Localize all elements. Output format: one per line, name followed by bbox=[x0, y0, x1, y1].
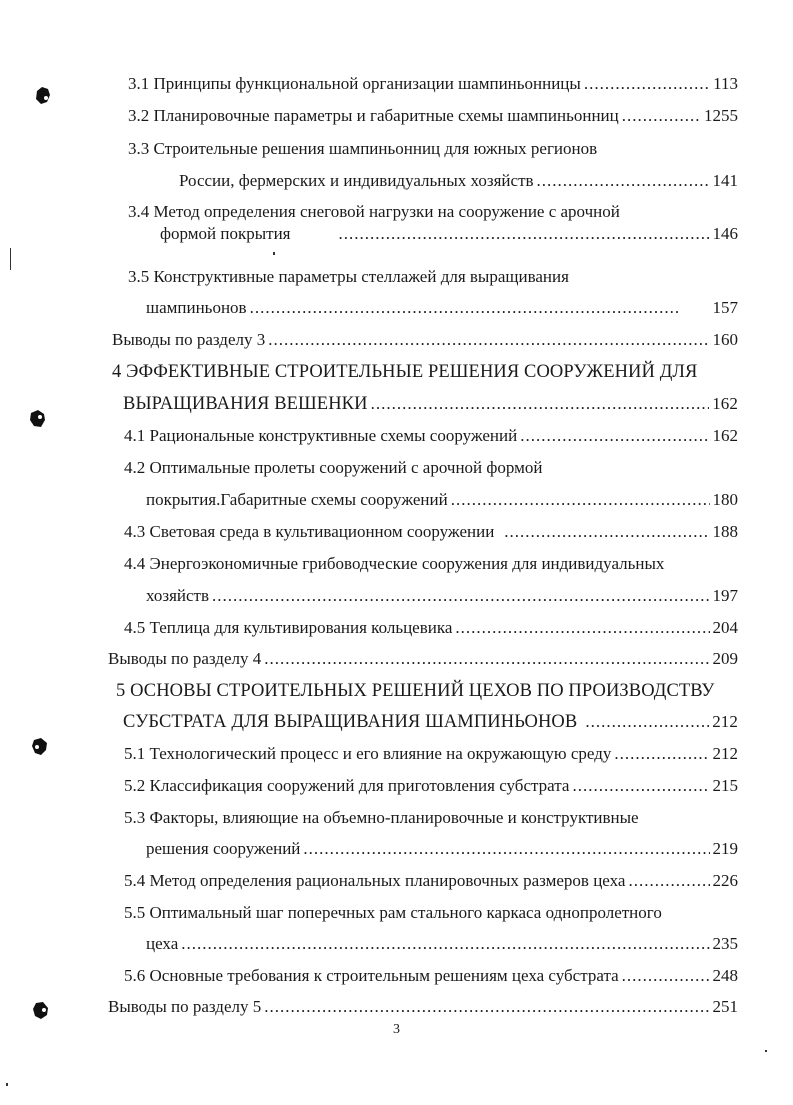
toc-entry-4-4-line2: хозяйств ..... 197 bbox=[146, 581, 738, 611]
scan-speck bbox=[10, 248, 11, 270]
scan-speck bbox=[273, 252, 275, 255]
toc-conclusions-5: Выводы по разделу 5 ..... 251 bbox=[108, 992, 738, 1022]
punch-hole-mark-icon bbox=[33, 85, 53, 107]
toc-entry-4-3: 4.3 Световая среда в культивационном сооружении ..... 188 bbox=[124, 517, 738, 547]
punch-hole-mark-icon bbox=[30, 736, 50, 758]
toc-entry-5-5-line2: цеха ..... 235 bbox=[146, 929, 738, 959]
toc-entry-3-3-line1: 3.3 Строительные решения шампиньонниц для южных регионов bbox=[128, 139, 598, 158]
toc-entry-3-4-line2: формой покрытия ..... 146 bbox=[160, 219, 738, 249]
toc-entry-5-6: 5.6 Основные требования к строительным решениям цеха субстрата ..... 248 bbox=[124, 961, 738, 991]
punch-hole-mark-icon bbox=[28, 408, 48, 430]
toc-conclusions-3: Выводы по разделу 3 ..... 160 bbox=[112, 325, 738, 355]
scan-speck bbox=[6, 1083, 8, 1086]
toc-entry-3-1: 3.1 Принципы функциональной организации шампиньонницы ..... 113 bbox=[128, 69, 738, 99]
toc-entry-3-4-line1: 3.4 Метод определения снеговой нагрузки на сооружение с арочной bbox=[128, 202, 620, 221]
toc-entry-4-1: 4.1 Рациональные конструктивные схемы сооружений ..... 162 bbox=[124, 421, 738, 451]
toc-section-4-heading: 4 ЭФФЕКТИВНЫЕ СТРОИТЕЛЬНЫЕ РЕШЕНИЯ СООРУЖЕНИЙ ДЛЯ bbox=[112, 362, 698, 382]
toc-entry-3-3-line2: России, фермерских и индивидуальных хозяйств ..... 141 bbox=[179, 166, 738, 196]
toc-entry-4-2-line1: 4.2 Оптимальные пролеты сооружений с арочной формой bbox=[124, 458, 543, 477]
toc-entry-5-4: 5.4 Метод определения рациональных планировочных размеров цеха ..... 226 bbox=[124, 866, 738, 896]
toc-entry-5-2: 5.2 Классификация сооружений для приготовления субстрата ..... 215 bbox=[124, 771, 738, 801]
toc-entry-5-5-line1: 5.5 Оптимальный шаг поперечных рам стального каркаса однопролетного bbox=[124, 903, 662, 922]
toc-section-4-heading-line2: ВЫРАЩИВАНИЯ ВЕШЕНКИ ..... 162 bbox=[123, 389, 738, 419]
toc-entry-3-5-line2: шампиньонов ..... 157 bbox=[146, 293, 738, 323]
toc-entry-5-3-line1: 5.3 Факторы, влияющие на объемно-планировочные и конструктивные bbox=[124, 808, 639, 827]
scan-speck bbox=[765, 1050, 767, 1052]
toc-entry-3-2: 3.2 Планировочные параметры и габаритные схемы шампиньонниц ..... 1255 bbox=[128, 101, 738, 131]
toc-entry-4-2-line2: покрытия.Габаритные схемы сооружений ..... 180 bbox=[146, 485, 738, 515]
toc-entry-4-4-line1: 4.4 Энергоэкономичные грибоводческие сооружения для индивидуальных bbox=[124, 554, 665, 573]
toc-entry-5-1: 5.1 Технологический процесс и его влияние на окружающую среду ..... 212 bbox=[124, 739, 738, 769]
toc-entry-3-5-line1: 3.5 Конструктивные параметры стеллажей для выращивания bbox=[128, 267, 569, 286]
toc-entry-4-5: 4.5 Теплица для культивирования кольцевика ..... 204 bbox=[124, 613, 738, 643]
toc-conclusions-4: Выводы по разделу 4 ..... 209 bbox=[108, 644, 738, 674]
toc-section-5-heading-line2: СУБСТРАТА ДЛЯ ВЫРАЩИВАНИЯ ШАМПИНЬОНОВ ..... 212 bbox=[123, 707, 738, 737]
page-number: 3 bbox=[393, 1022, 400, 1037]
punch-hole-mark-icon bbox=[31, 1000, 51, 1022]
toc-entry-5-3-line2: решения сооружений ..... 219 bbox=[146, 834, 738, 864]
toc-section-5-heading: 5 ОСНОВЫ СТРОИТЕЛЬНЫХ РЕШЕНИЙ ЦЕХОВ ПО ПРОИЗВОДСТВУ bbox=[116, 681, 715, 701]
